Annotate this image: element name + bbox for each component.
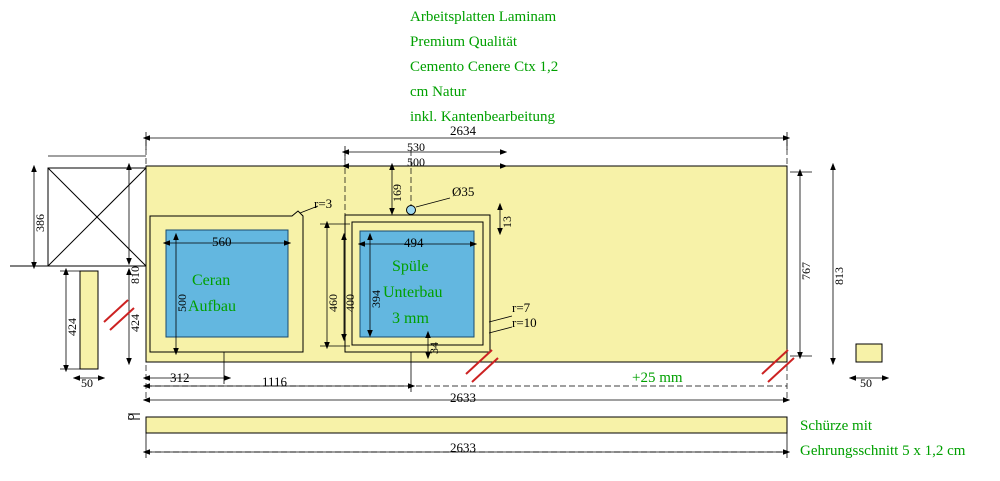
dim-text-530: 530 (407, 140, 425, 154)
dim-text-494: 494 (404, 235, 424, 250)
sink-label-3: 3 mm (392, 310, 429, 327)
dim-text-813: 813 (832, 267, 846, 285)
note-plus-25: +25 mm (632, 370, 683, 386)
dim-text-810: 810 (128, 266, 142, 284)
dim-text-2633-plan: 2633 (450, 390, 476, 405)
dim-text-2633-apron: 2633 (450, 440, 476, 455)
dim-text-424-body: 424 (128, 314, 142, 332)
hole-diameter-label: Ø35 (452, 184, 475, 199)
apron-note-1: Schürze mit (800, 418, 873, 434)
title-line-1: Arbeitsplatten Laminam (410, 9, 557, 25)
dim-text-312: 312 (170, 370, 190, 385)
dim-text-500-top: 500 (407, 155, 425, 169)
right-section-strip (856, 344, 882, 362)
dim-text-560: 560 (212, 234, 232, 249)
radius-r3-label: r=3 (314, 196, 333, 211)
title-line-3: Cemento Cenere Ctx 1,2 (410, 59, 559, 75)
radius-r7-label: r=7 (512, 300, 531, 315)
dim-text-500-cooktop: 500 (175, 294, 189, 312)
title-line-4: cm Natur (410, 84, 467, 100)
dim-text-767: 767 (799, 262, 813, 280)
dim-text-424-strip: 424 (65, 318, 79, 336)
sink-label-2: Unterbau (383, 284, 443, 301)
title-line-5: inkl. Kantenbearbeitung (410, 109, 555, 125)
dim-text-50-left: 50 (81, 376, 93, 390)
dim-text-50-right: 50 (860, 376, 872, 390)
apron-strip (128, 414, 787, 433)
dim-text-394: 394 (369, 290, 383, 308)
dim-text-1116: 1116 (262, 374, 288, 389)
dim-text-13: 13 (500, 216, 514, 228)
cooktop-label-2: Aufbau (188, 298, 236, 315)
dim-text-386: 386 (33, 214, 47, 232)
dim-text-460: 460 (326, 294, 340, 312)
dim-text-34: 34 (427, 342, 441, 354)
cooktop-label-1: Ceran (192, 272, 231, 289)
dim-text-2634: 2634 (450, 123, 476, 138)
sink-label-1: Spüle (392, 258, 429, 275)
dim-text-169: 169 (390, 184, 404, 202)
dim-text-400: 400 (343, 294, 357, 312)
radius-r10-label: r=10 (512, 315, 537, 330)
apron-note-2: Gehrungsschnitt 5 x 1,2 cm (800, 443, 966, 459)
left-end-block (10, 156, 146, 266)
title-line-2: Premium Qualität (410, 34, 518, 50)
left-section-strip (80, 271, 98, 369)
